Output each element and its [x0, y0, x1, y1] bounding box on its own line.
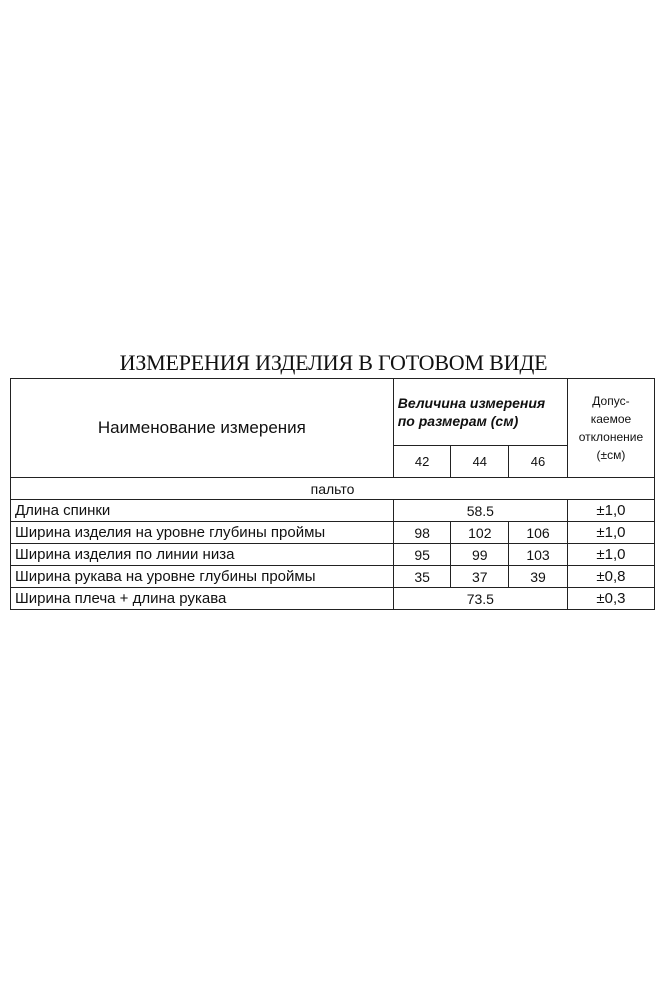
size-46: 46 — [509, 446, 568, 478]
header-tolerance-line1: Допус- — [592, 394, 630, 408]
header-value-line2: по размерам (см) — [397, 413, 519, 429]
row-merged-value: 58.5 — [393, 500, 567, 522]
table-row — [11, 522, 655, 544]
row-value-44: 102 — [451, 522, 509, 544]
header-measurement-value — [393, 379, 567, 446]
row-value-42: 95 — [393, 544, 451, 566]
size-42: 42 — [393, 446, 451, 478]
row-value-46: 39 — [509, 566, 568, 588]
header-value-line1: Величина измерения — [397, 395, 546, 411]
row-value-46: 106 — [509, 522, 568, 544]
row-name: Ширина изделия по линии низа — [11, 544, 394, 566]
header-measurement-name: Наименование измерения — [11, 379, 394, 478]
page-title: ИЗМЕРЕНИЯ ИЗДЕЛИЯ В ГОТОВОМ ВИДЕ — [119, 350, 548, 375]
header-tolerance-line2: каемое — [590, 412, 632, 426]
header-tolerance-line3: отклонение — [578, 430, 644, 444]
row-merged-value: 73.5 — [393, 588, 567, 610]
row-name: Ширина рукава на уровне глубины проймы — [11, 566, 394, 588]
row-name: Ширина изделия на уровне глубины проймы — [11, 522, 394, 544]
table-row — [11, 544, 655, 566]
table-row — [11, 500, 655, 522]
measurements-table — [10, 378, 655, 610]
row-name: Длина спинки — [11, 500, 394, 522]
section-row — [11, 478, 655, 500]
section-label: пальто — [11, 478, 655, 500]
size-44: 44 — [451, 446, 509, 478]
row-tolerance: ±1,0 — [567, 500, 654, 522]
table-row — [11, 566, 655, 588]
row-tolerance: ±0,8 — [567, 566, 654, 588]
row-value-44: 37 — [451, 566, 509, 588]
row-value-44: 99 — [451, 544, 509, 566]
row-value-42: 98 — [393, 522, 451, 544]
row-value-42: 35 — [393, 566, 451, 588]
row-tolerance: ±1,0 — [567, 544, 654, 566]
header-tolerance-line4: (±см) — [596, 448, 626, 462]
table-header-row — [11, 379, 655, 446]
row-tolerance: ±0,3 — [567, 588, 654, 610]
row-tolerance: ±1,0 — [567, 522, 654, 544]
row-name: Ширина плеча + длина рукава — [11, 588, 394, 610]
table-row — [11, 588, 655, 610]
header-tolerance — [567, 379, 654, 478]
row-value-46: 103 — [509, 544, 568, 566]
